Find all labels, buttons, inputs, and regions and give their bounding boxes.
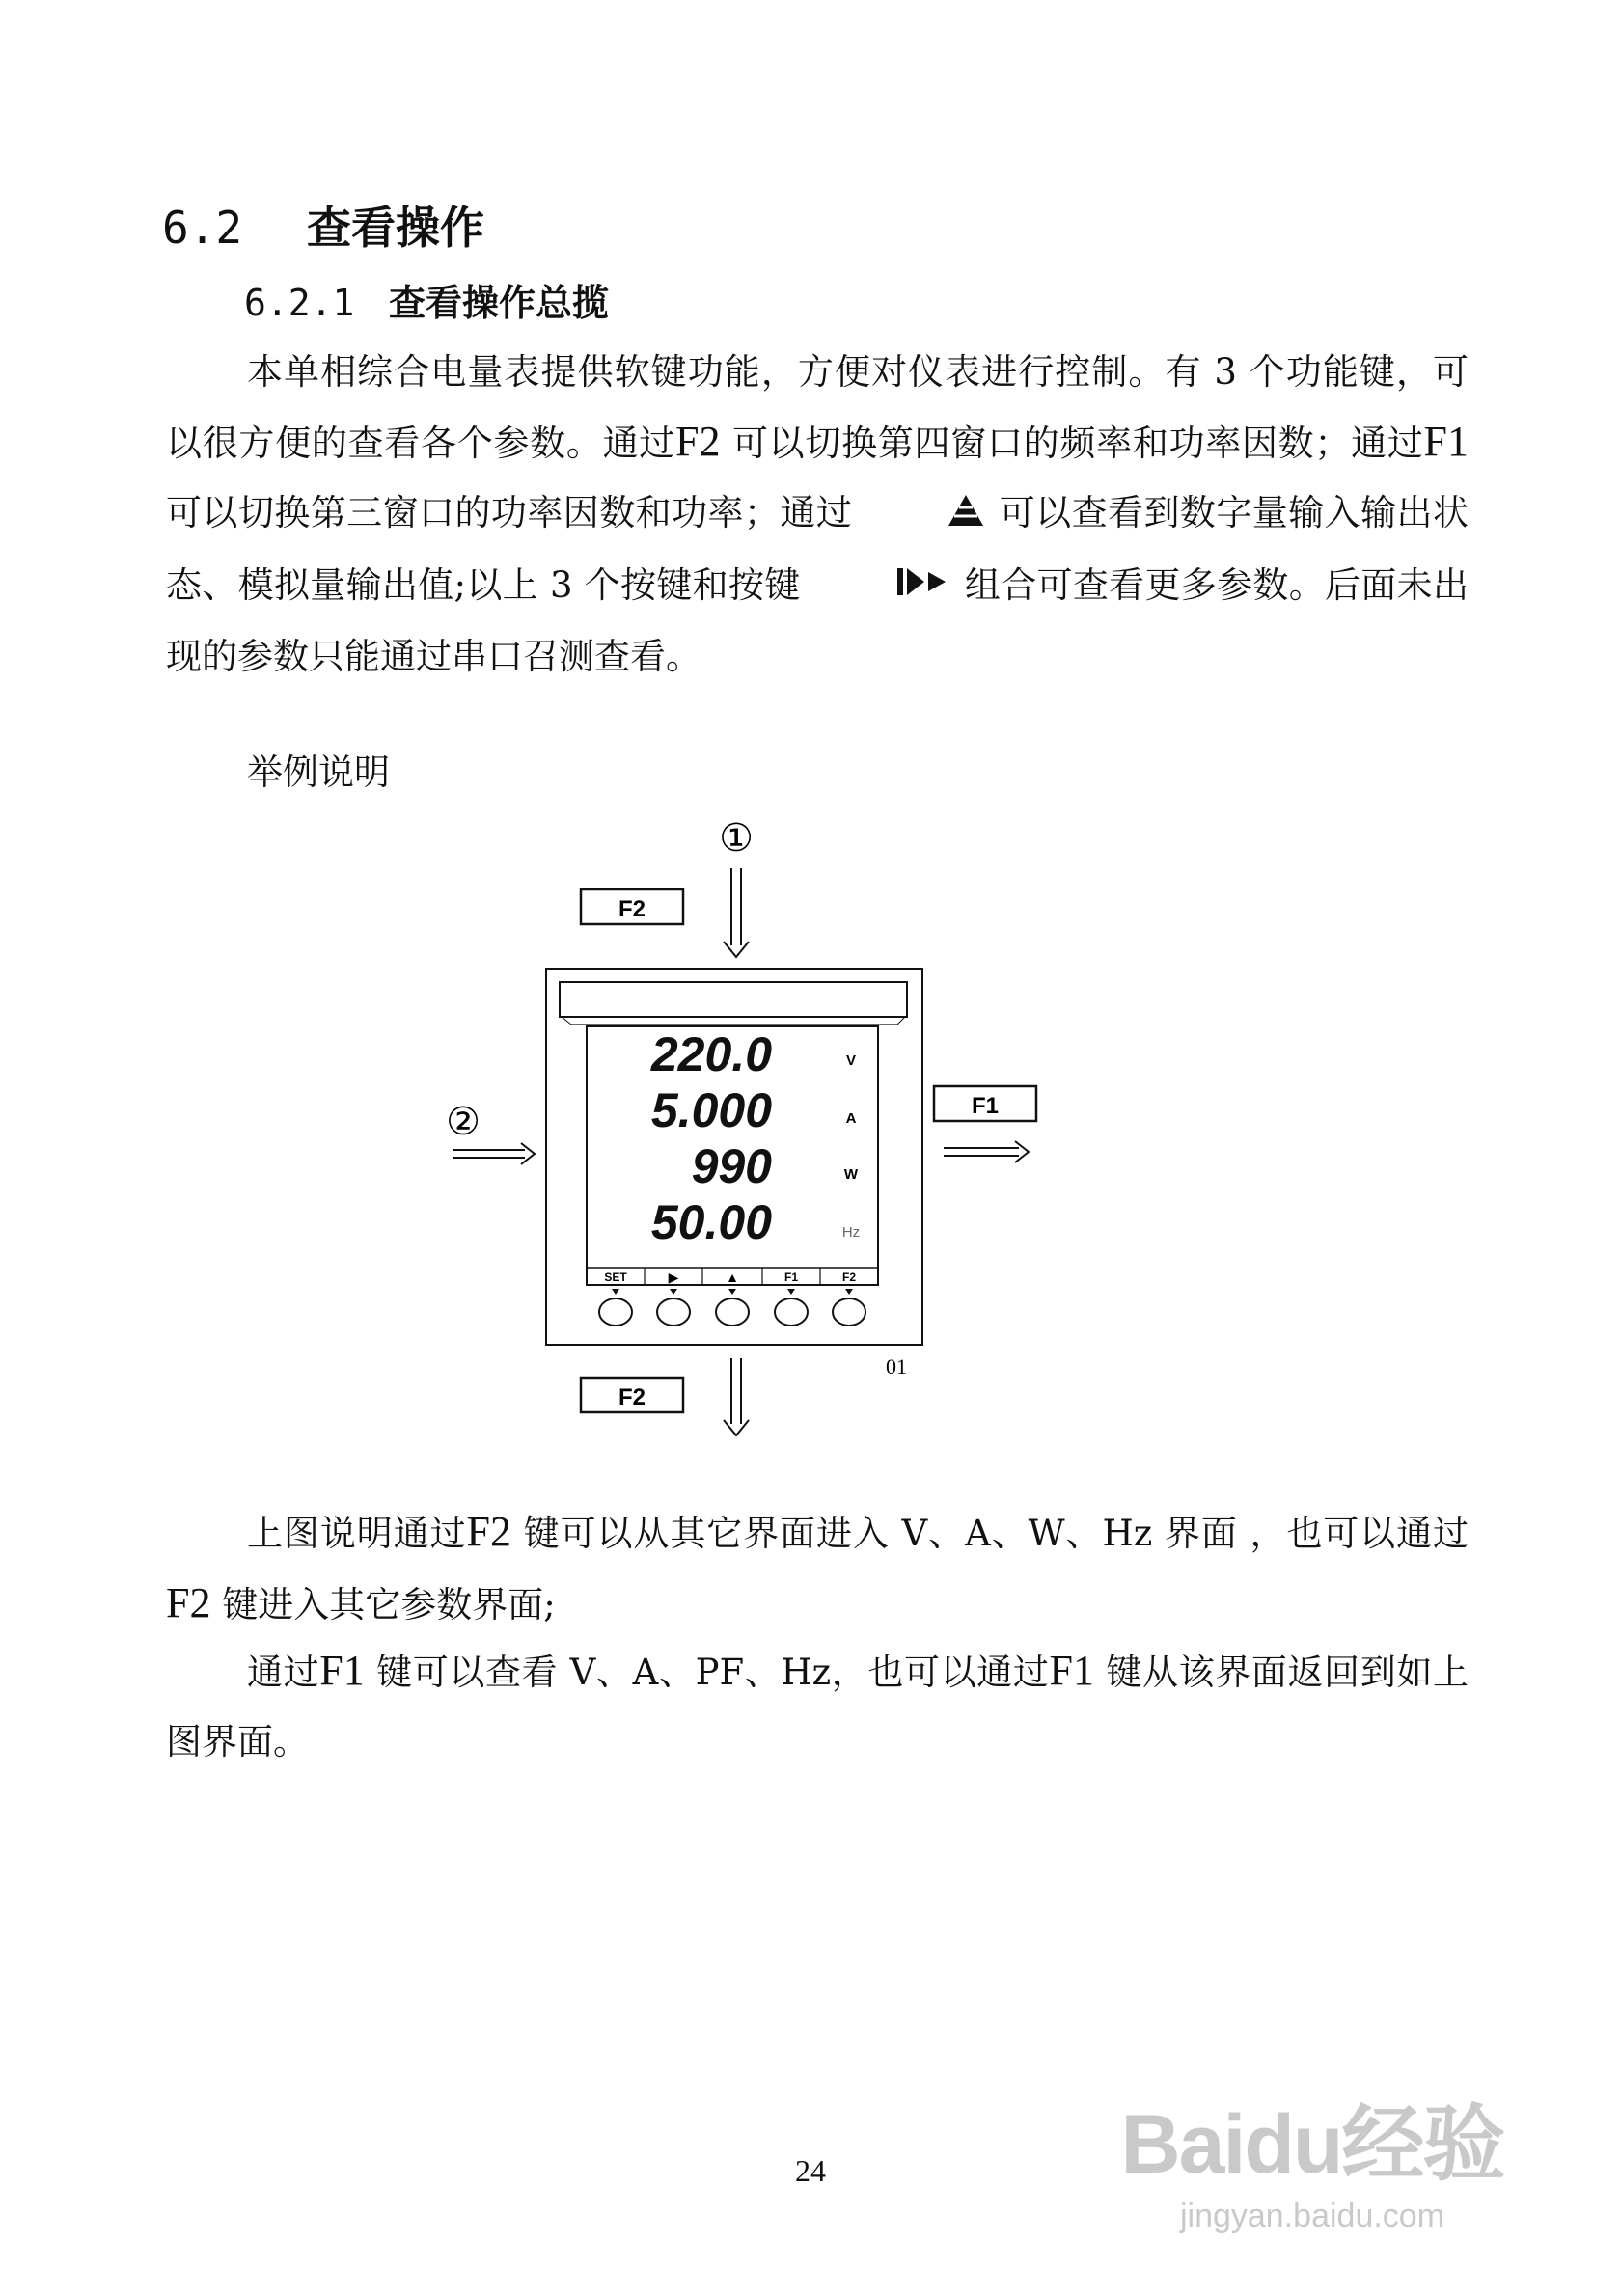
- f2-button-label: F2: [841, 1271, 857, 1284]
- up-triangle-icon: [865, 481, 985, 551]
- right-button: [657, 1298, 690, 1326]
- f1-key-text: F1: [1423, 418, 1470, 465]
- left-in-arrow: [453, 1143, 535, 1164]
- para3-text-b: 键可以查看 V、A、PF、Hz，也可以通过: [376, 1652, 1050, 1693]
- current-reading: 5.000: [650, 1083, 772, 1137]
- set-button-label: SET: [604, 1271, 627, 1284]
- para1-text-a: 本单相综合电量表提供软键功能，方便对仪表进行控制。有 3 个功能键，可以很方便的查看各个参数。通过: [166, 351, 1469, 464]
- f2-button: [833, 1298, 865, 1326]
- para3-text-c: 键从该界面返回到如上图界面。: [166, 1652, 1470, 1763]
- f2-explanation-paragraph: [166, 1497, 1469, 1640]
- right-out-arrow: [944, 1141, 1029, 1162]
- section-title: 查看操作: [307, 202, 484, 254]
- overview-paragraph: [166, 338, 1469, 692]
- f1-key-text: F1: [1049, 1647, 1094, 1694]
- page-number: 24: [795, 2153, 826, 2188]
- top-in-arrow: [724, 868, 749, 957]
- para3-text-a: 通过: [247, 1652, 320, 1693]
- para2-text-c: 键进入其它参数界面;: [222, 1584, 556, 1626]
- f1-button: [775, 1298, 808, 1326]
- para1-text-c: 可以切换第三窗口的功率因数和功率；通过: [166, 492, 853, 533]
- watermark-url: jingyan.baidu.com: [1179, 2198, 1445, 2234]
- f1-right-key-box: [934, 1086, 1036, 1121]
- para2-text-a: 上图说明通过: [247, 1513, 467, 1554]
- set-button: [599, 1298, 632, 1326]
- f2-top-key-box: [581, 889, 683, 924]
- f2-key-text: F2: [166, 1579, 211, 1626]
- para1-text-e: 组合可查看更多参数。后面未出现的参数只能通过串口召测查看。: [166, 563, 1470, 677]
- step-2-marker: ②: [446, 1101, 481, 1143]
- meter-diagram: [425, 810, 1100, 1447]
- f2-key-text: F2: [466, 1508, 511, 1555]
- watermark-brand: Baidu经验: [1120, 2098, 1504, 2191]
- bottom-out-arrow: [724, 1358, 749, 1435]
- subsection-heading: [244, 273, 609, 326]
- voltage-reading: 220.0: [650, 1027, 772, 1081]
- f1-key-text: F1: [319, 1647, 365, 1694]
- f2-top-label: F2: [618, 896, 646, 922]
- baidu-watermark: [1110, 2091, 1515, 2265]
- up-button-label: ▲: [726, 1270, 739, 1285]
- example-label: 举例说明: [247, 752, 390, 793]
- step-1-marker: ①: [719, 817, 754, 860]
- para1-text-b: 可以切换第四窗口的频率和功率因数；通过: [731, 423, 1424, 464]
- para2-text-b: 键可以从其它界面进入 V、A、W、Hz 界面 ，也可以通过: [523, 1513, 1470, 1554]
- frequency-reading: 50.00: [650, 1195, 772, 1249]
- section-heading: [162, 193, 484, 257]
- power-reading: 990: [691, 1139, 772, 1193]
- unit-hz: Hz: [841, 1224, 861, 1241]
- subsection-number: 6.2.1: [244, 282, 355, 324]
- section-number: 6.2: [162, 202, 243, 254]
- f2-bottom-key-box: [581, 1378, 683, 1412]
- f2-key-text: F2: [675, 418, 721, 465]
- f1-right-label: F1: [971, 1093, 1000, 1119]
- unit-w: W: [843, 1166, 859, 1183]
- up-button: [716, 1298, 749, 1326]
- f2-bottom-label: F2: [618, 1384, 646, 1410]
- figure-number: 01: [886, 1354, 907, 1379]
- unit-a: A: [845, 1110, 857, 1127]
- para1-text-d: 可以查看到数字量输入输出状态、模拟量输出值;以上 3 个按键和按键: [166, 492, 1469, 606]
- subsection-title: 查看操作总揽: [389, 281, 610, 324]
- right-play-icon: [814, 553, 951, 622]
- f1-explanation-paragraph: [166, 1636, 1469, 1777]
- f1-button-label: F1: [783, 1271, 799, 1284]
- unit-v: V: [845, 1052, 857, 1069]
- right-button-label: ▶: [668, 1270, 679, 1285]
